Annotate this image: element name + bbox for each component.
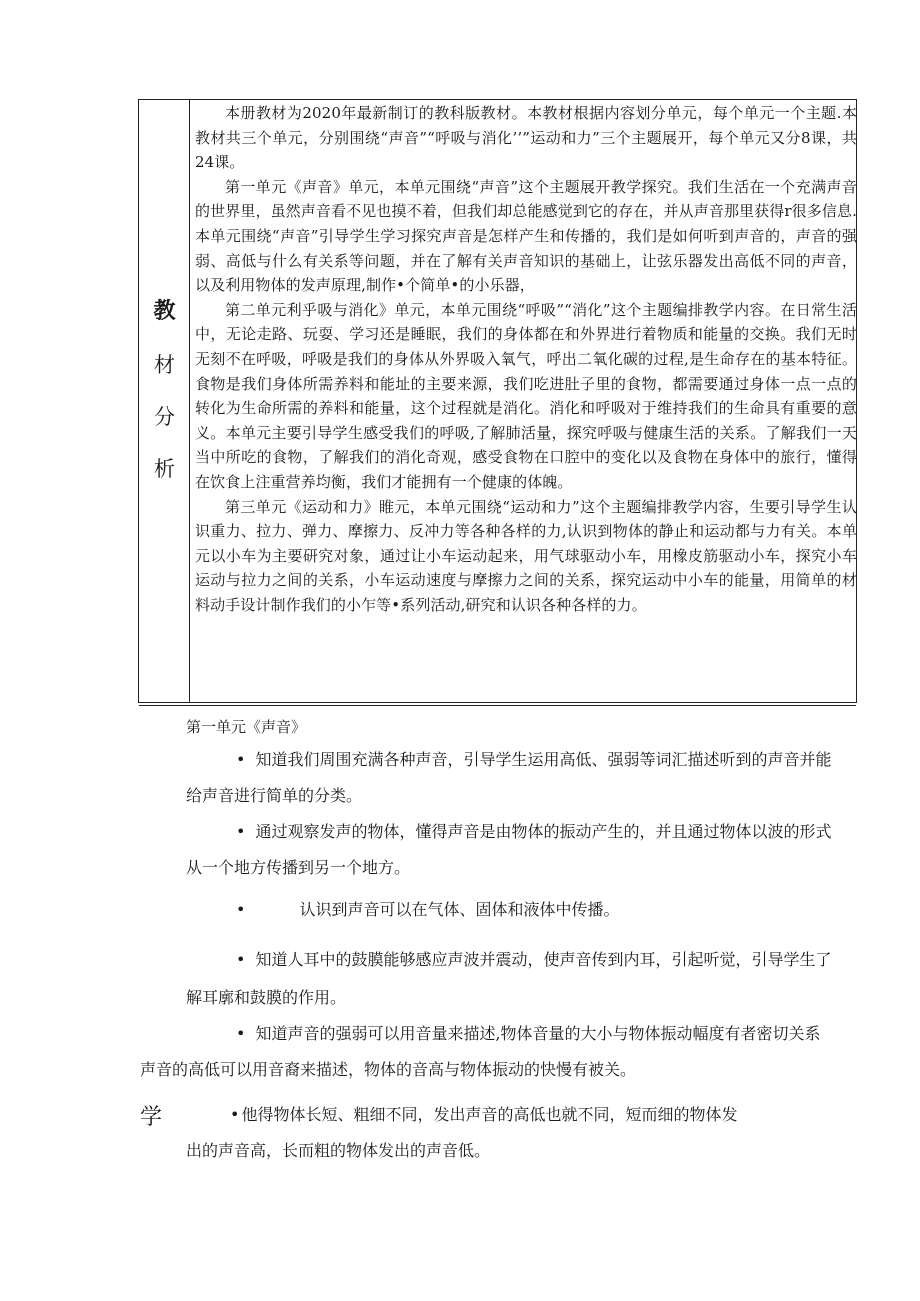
- goal-item-5-line2: 声音的高低可以用音裔来描述，物体的音高与物体振动的快慢有被关。: [140, 1060, 637, 1079]
- bullet-icon: •: [236, 950, 246, 969]
- goal-item-3-line1: [236, 892, 619, 928]
- goal-item-2-line1: [236, 814, 831, 850]
- goal-text: 知道我们周围充满各种声音，引导学生运用高低、强弱等词汇描述听到的声音并能: [255, 750, 832, 769]
- goal-text: 通过观察发声的物体，懂得声音是由物体的振动产生的，并且通过物体以波的形式: [255, 822, 832, 841]
- goal-text: 知道人耳中的鼓膜能够感应声波并震动，使声音传到内耳，引起听觉，引导学生了: [255, 950, 832, 969]
- goal-item-4-line1: [236, 942, 831, 978]
- bullet-icon: •: [236, 750, 246, 769]
- table-content-column: [195, 101, 857, 617]
- label-char-4: 析: [154, 457, 175, 481]
- table-label-column: [139, 100, 190, 702]
- goal-item-4-line2: 解耳廓和鼓膜的作用。: [186, 988, 347, 1007]
- bullet-icon: •: [230, 1105, 240, 1124]
- section-label-xue: 学: [140, 1105, 163, 1130]
- label-char-1: 教: [153, 299, 176, 324]
- unit-title: 第一单元《声音》: [186, 718, 307, 736]
- unit2-paragraph: 第二单元利乎吸与消化》单元，本单元围绕“呼吸”“消化”这个主题编排教学内容。在日常生活中，无论走路、玩耍、学习还是睡眠，我们的身体都在和外界进行着物质和能量的交换。我们无时无刻不在呼吸，呼吸是我们的身体从外界吸入氧气，呼出二氧化碳的过程,是生命存在的基本特征。食物是我们身体所需养料和能址的主要来源，我们吃进肚子里的食物，都需要通过身体一点一点的转化为生命所需的养料和能量，这个过程就是消化。消化和呼吸对于维持我们的生命具有重要的意义。本单元主要引导学生感受我们的呼吸,了解肺活量，探究呼吸与健康生活的关系。了解我们一天当中所吃的食物，了解我们的消化奇观，感受食物在口腔中的变化以及食物在身体中的旅行，懂得在饮食上注重营养均衡，我们才能拥有一个健康的体魄。: [195, 300, 857, 491]
- bullet-icon: •: [236, 900, 246, 919]
- goal-item-1-line1: [236, 742, 831, 778]
- goal-item-2-line2: 从一个地方传播到另一个地方。: [186, 858, 411, 877]
- goal-item-6-line1: [230, 1097, 737, 1133]
- goal-text: 认识到声音可以在气体、固体和液体中传播。: [299, 900, 620, 919]
- label-char-3: 分: [154, 405, 175, 429]
- unit3-paragraph: 第三单元《运动和力》睢元，本单元围绕“运动和力”这个主题编排教学内容，生要引导学生认识重力、拉力、弹力、摩擦力、反冲力等各种各样的力,认识到物体的静止和运动都与力有关。本单元以小车为主要研究对象，通过让小车运动起来，用气球驱动小车，用橡皮筋驱动小车，探究小车运动与拉力之间的关系，小车运动速度与摩擦力之间的关系，探究运动中小车的能量，用简单的材料动手设计制作我们的小乍等•系列活动,研究和认识各种各样的力。: [195, 497, 857, 614]
- textbook-analysis-table: [138, 99, 857, 703]
- goal-text: 他得物体长短、粗细不同，发出声音的高低也就不同，短而细的物体发: [241, 1105, 738, 1124]
- goal-text: 知道声音的强弱可以用音量来描述,物体音量的大小与物体振动幅度有者密切关系: [255, 1024, 821, 1043]
- label-char-2: 材: [154, 353, 175, 377]
- unit1-paragraph: 第一单元《声音》单元，本单元围绕“声音”这个主题展开教学探究。我们生活在一个充满声音的世界里，虽然声音看不见也摸不着，但我们却总能感觉到它的存在，并从声音那里获得r很多信息.本单元围绕“声音”引导学生学习探究声音是怎样产生和传播的，我们是如何听到声音的，声音的强弱、高低与什么有关系等问题，并在了解有关声音知识的基础上，让弦乐器发出高低不同的声音，以及利用物体的发声原理,制作•个简单•的小乐器，: [195, 177, 857, 295]
- intro-paragraph: 本册教材为2020年最新制订的教科版教材。本教材根据内容划分单元，每个单元一个主题.本教材共三个单元，分别围绕“声音”“呼吸与消化’’”运动和力”三个主题展开，每个单元又分8课，共24课。: [195, 104, 857, 172]
- bullet-icon: •: [236, 822, 246, 841]
- goal-item-6-line2: 出的声音高，长而粗的物体发出的声音低。: [186, 1141, 491, 1160]
- bullet-icon: •: [236, 1024, 246, 1043]
- goal-item-1-line2: 给声音进行简单的分类。: [186, 786, 363, 805]
- goal-item-5-line1: [236, 1016, 821, 1052]
